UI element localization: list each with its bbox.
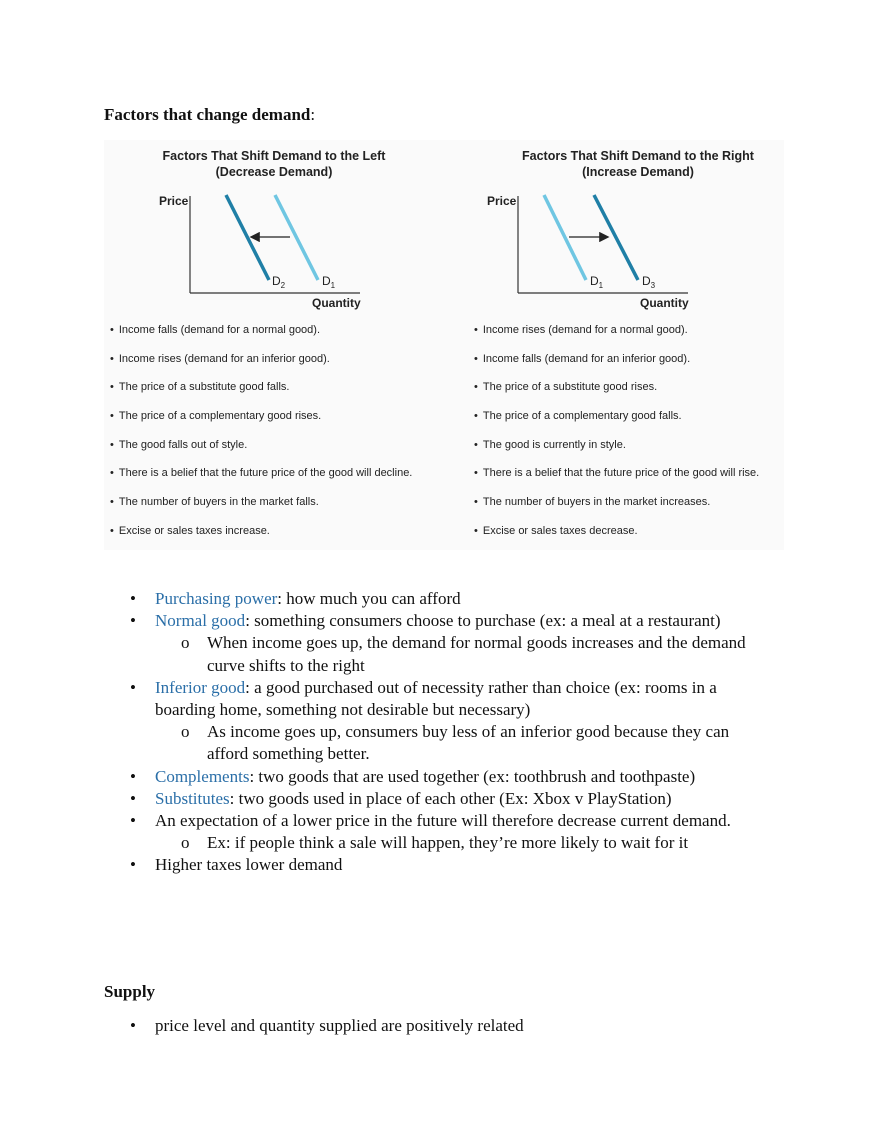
list-item: • The good falls out of style. [110, 437, 412, 466]
definition-text: : something consumers choose to purchase (ex: a meal at a restaurant) [245, 611, 721, 631]
list-item [130, 610, 770, 632]
list-item: • Income falls (demand for a normal good). [110, 322, 412, 351]
term-purchasing-power: Purchasing power [155, 589, 278, 608]
list-item: • The good is currently in style. [474, 437, 759, 466]
factors-heading-text: Factors that change demand [104, 105, 311, 124]
term-complements: Complements [155, 766, 250, 786]
list-item: • Excise or sales taxes increase. [110, 523, 412, 552]
list-item: • price level and quantity supplied are positively related [130, 1015, 524, 1037]
sub-list-item: o Ex: if people think a sale will happen, they’re more likely to wait for it [130, 832, 770, 854]
definition-text: : two goods that are used together (ex: toothbrush and toothpaste) [249, 766, 696, 786]
panel-right-title-line1: Factors That Shift Demand to the Right [522, 149, 754, 163]
definition-text: : a good purchased out of necessity rather than choice (ex: rooms in a boarding home, something not desirable but necessary) [155, 677, 717, 720]
list-item: • The number of buyers in the market increases. [474, 494, 759, 523]
left-demand-graph [104, 140, 444, 320]
left-factors-list [110, 322, 412, 552]
panel-shift-left [104, 140, 444, 550]
panel-shift-right [468, 140, 808, 550]
panel-right-title-line2: (Increase Demand) [582, 165, 694, 179]
demand-shift-figure [104, 140, 784, 550]
list-item [130, 766, 770, 788]
left-curve-d1-label: $D_1$ [322, 274, 336, 290]
list-item: • The price of a complementary good rises. [110, 408, 412, 437]
list-item [130, 788, 770, 810]
right-curve-d1-label: $D_1$ [590, 274, 604, 290]
list-item: • The price of a complementary good falls. [474, 408, 759, 437]
right-demand-graph [468, 140, 808, 320]
list-item: • Income rises (demand for a normal good). [474, 322, 759, 351]
list-item: • Income rises (demand for an inferior good). [110, 351, 412, 380]
sub-list-item: o As income goes up, consumers buy less of an inferior good because they can afford something better. [130, 721, 770, 765]
list-item: • Income falls (demand for an inferior good). [474, 351, 759, 380]
list-item: • There is a belief that the future price of the good will decline. [110, 465, 412, 494]
definition-text: : two goods used in place of each other (Ex: Xbox v PlayStation) [229, 788, 672, 808]
list-item: • Higher taxes lower demand [130, 854, 770, 876]
right-y-label: Price [487, 194, 517, 208]
demand-notes-list [130, 588, 770, 877]
list-item [130, 677, 770, 721]
factors-heading [104, 105, 315, 125]
definition-text: : how much you can afford [277, 589, 461, 608]
list-item [130, 588, 770, 610]
term-inferior-good: Inferior good [155, 677, 246, 697]
right-factors-list [474, 322, 759, 552]
term-normal-good: Normal good [155, 611, 246, 631]
right-curve-d3-label: $D_3$ [642, 274, 656, 290]
right-x-label: Quantity [640, 296, 689, 310]
list-item: • The number of buyers in the market falls. [110, 494, 412, 523]
list-item: • There is a belief that the future price of the good will rise. [474, 465, 759, 494]
left-curve-d2-label: $D_2$ [272, 274, 286, 290]
term-substitutes: Substitutes [155, 788, 230, 808]
left-x-label: Quantity [312, 296, 361, 310]
supply-heading: Supply [104, 982, 156, 1001]
sub-list-item: o When income goes up, the demand for normal goods increases and the demand curve shifts to the right [130, 632, 770, 676]
list-item: • The price of a substitute good falls. [110, 379, 412, 408]
panel-left-title-line1: Factors That Shift Demand to the Left [162, 149, 386, 163]
heading-colon: : [310, 105, 316, 124]
list-item: • An expectation of a lower price in the future will therefore decrease current demand. [130, 810, 770, 832]
list-item: • Excise or sales taxes decrease. [474, 523, 759, 552]
left-y-label: Price [159, 194, 189, 208]
supply-list [130, 1015, 524, 1037]
panel-left-title-line2: (Decrease Demand) [215, 165, 333, 179]
list-item: • The price of a substitute good rises. [474, 379, 759, 408]
